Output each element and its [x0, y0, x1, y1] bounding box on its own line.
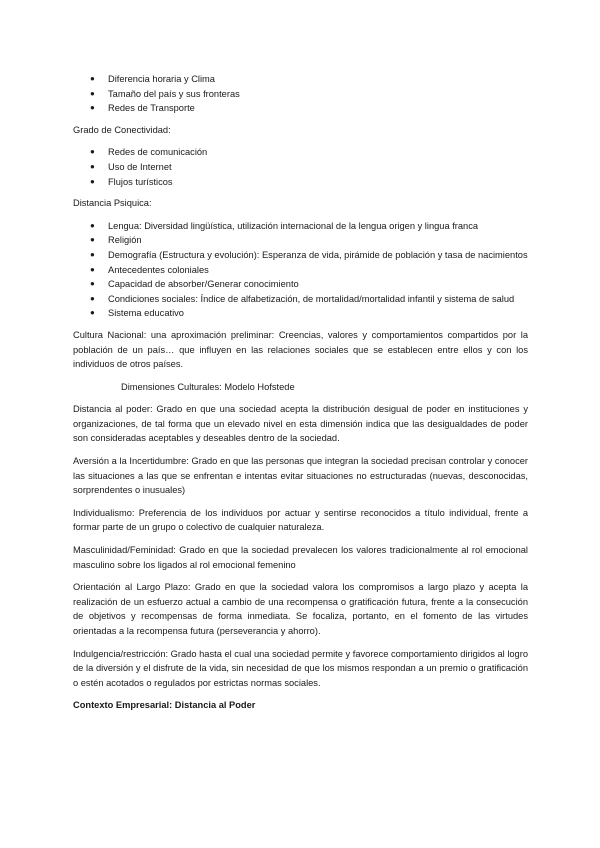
bullet-icon: ● — [90, 220, 95, 230]
bullet-icon: ● — [90, 249, 95, 259]
list-item: ● Antecedentes coloniales — [73, 263, 528, 278]
list-item: ● Condiciones sociales: Índice de alfabetización, de mortalidad/mortalidad infantil y sistema de salud — [73, 292, 528, 307]
bullet-icon: ● — [90, 74, 95, 83]
bullet-icon: ● — [90, 235, 95, 245]
list-item: ● Capacidad de absorber/Generar conocimiento — [73, 277, 528, 292]
list-item: ● Diferencia horaria y Clima — [73, 72, 528, 87]
psychic-distance-list — [73, 219, 528, 321]
list-item: ● Sistema educativo — [73, 306, 528, 321]
list-item: ● Uso de Internet — [73, 160, 528, 175]
list-item: ● Redes de comunicación — [73, 145, 528, 160]
list-item: ● Redes de Transporte — [73, 101, 528, 116]
bullet-icon: ● — [90, 103, 95, 113]
bullet-icon: ● — [90, 88, 95, 98]
bullet-icon: ● — [90, 279, 95, 289]
psychic-distance-heading: Distancia Psiquica: — [73, 198, 152, 209]
individualism-paragraph: Individualismo: Preferencia de los individuos por actuar y sentirse reconocidos a título individual, frente a formar parte de un grupo o colectivo de cualquier naturaleza. — [73, 507, 528, 533]
list-item: ● Flujos turísticos — [73, 175, 528, 190]
bullet-icon: ● — [90, 176, 95, 186]
document-body — [73, 72, 528, 713]
bullet-icon: ● — [90, 308, 95, 318]
long-term-orientation-paragraph: Orientación al Largo Plazo: Grado en que la sociedad valora los compromisos a largo plazo y acepta la realización de un esfuerzo actual a cambio de una recompensa o gratificación futura, frente a la consecución de objetivos y recompensas de forma inmediata. Se focaliza, portanto, en el fomento de las virtudes orientadas a la recompensa futura (perseverancia y ahorro). — [73, 582, 528, 636]
list-item: ● Demografía (Estructura y evolución): Esperanza de vida, pirámide de población y tasa de nacimientos — [73, 248, 528, 263]
business-context-heading: Contexto Empresarial: Distancia al Poder — [73, 700, 256, 711]
national-culture-paragraph: Cultura Nacional: una aproximación preliminar: Creencias, valores y comportamientos compartidos por la población de un país… que influyen en las relaciones sociales que se establecen entre ellos y con los individuos de otros países. — [73, 329, 528, 370]
uncertainty-avoidance-paragraph: Aversión a la Incertidumbre: Grado en que las personas que integran la sociedad precisan controlar y conocer las situaciones a las que se enfrentan e intentas evitar situaciones no estructuradas (nuevas, desconocidas, sorprendentes o inusuales) — [73, 456, 528, 496]
power-distance-paragraph: Distancia al poder: Grado en que una sociedad acepta la distribución desigual de poder en instituciones y organizaciones, de tal forma que un elevado nivel en esta dimensión indica que las desigualdades de poder son consideradas aceptables y deseables dentro de la sociedad. — [73, 404, 528, 444]
list-item: ● Religión — [73, 233, 528, 248]
masculinity-paragraph: Masculinidad/Feminidad: Grado en que la sociedad prevalecen los valores tradicionalmente al rol emocional masculino sobre los ligados al rol emocional femenino — [73, 545, 528, 570]
geographic-factors-list — [73, 72, 528, 116]
bullet-icon: ● — [90, 161, 95, 171]
list-item: ● Lengua: Diversidad lingüística, utilización internacional de la lengua origen y lingua franca — [73, 219, 528, 234]
hofstede-heading: Dimensiones Culturales: Modelo Hofstede — [121, 381, 295, 392]
list-item: ● Tamaño del país y sus fronteras — [73, 87, 528, 102]
bullet-icon: ● — [90, 147, 95, 157]
connectivity-list — [73, 145, 528, 189]
bullet-icon: ● — [90, 264, 95, 274]
indulgence-paragraph: Indulgencia/restricción: Grado hasta el cual una sociedad permite y favorece comportamiento dirigidos al logro de la diversión y el disfrute de la vida, sin necesidad de que los mismos respondan a un premio o gratificación o estén acotados o regulados por estrictas normas sociales. — [73, 648, 528, 688]
connectivity-heading: Grado de Conectividad: — [73, 124, 171, 135]
bullet-icon: ● — [90, 293, 95, 303]
